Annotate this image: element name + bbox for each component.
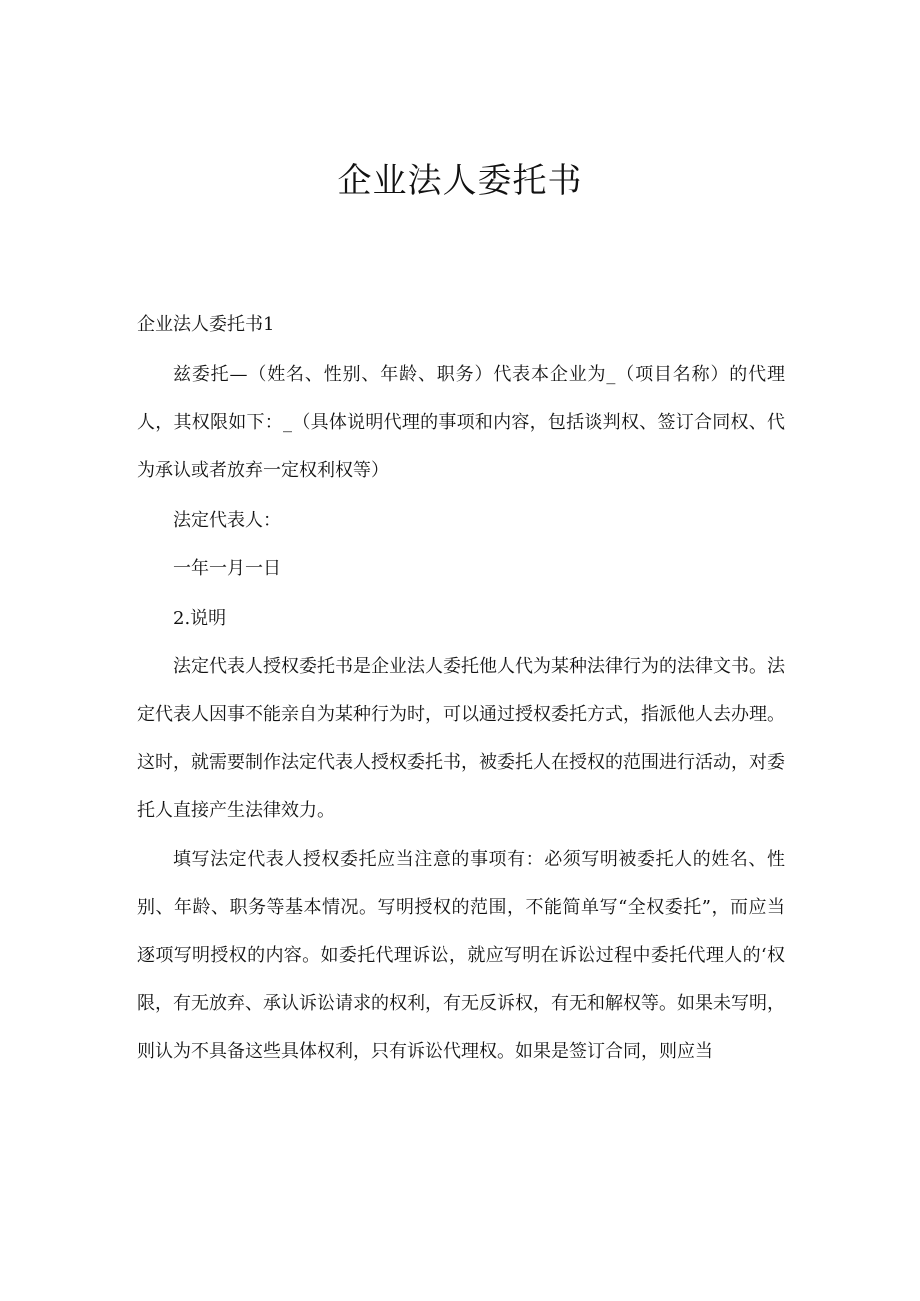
explanation-paragraph-1 bbox=[137, 643, 785, 835]
date-text: 一年一月一日 bbox=[173, 558, 281, 579]
document-title: 企业法人委托书 bbox=[337, 161, 583, 201]
date-line bbox=[137, 545, 785, 593]
section-heading: 企业法人委托书1 bbox=[137, 314, 275, 335]
explanation-heading bbox=[137, 595, 785, 643]
explanation-text-1: 法定代表人授权委托书是企业法人委托他人代为某种法律行为的法律文书。法定代表人因事不能亲自为某种行为时，可以通过授权委托方式，指派他人去办理。这时，就需要制作法定代表人授权委托书，被委托人在授权的范围进行活动，对委托人直接产生法律效力。 bbox=[137, 656, 785, 821]
legal-representative-text: 法定代表人： bbox=[173, 510, 281, 531]
delegation-text: 兹委托—（姓名、性别、年龄、职务）代表本企业为_（项目名称）的代理人，其权限如下：_（具体说明代理的事项和内容，包括谈判权、签订合同权、代为承认或者放弃一定权利权等） bbox=[137, 364, 785, 481]
explanation-text-2: 填写法定代表人授权委托应当注意的事项有：必须写明被委托人的姓名、性别、年龄、职务等基本情况。写明授权的范围，不能简单写“全权委托”，而应当逐项写明授权的内容。如委托代理诉讼，就应写明在诉讼过程中委托代理人的‘权限，有无放弃、承认诉讼请求的权利，有无反诉权，有无和解权等。如果未写明，则认为不具备这些具体权利，只有诉讼代理权。如果是签订合同，则应当 bbox=[137, 849, 785, 1062]
explanation-paragraph-2 bbox=[137, 836, 785, 1076]
delegation-paragraph bbox=[137, 351, 785, 495]
legal-representative-line bbox=[137, 497, 785, 545]
explanation-heading-text: 2.说明 bbox=[173, 608, 227, 629]
